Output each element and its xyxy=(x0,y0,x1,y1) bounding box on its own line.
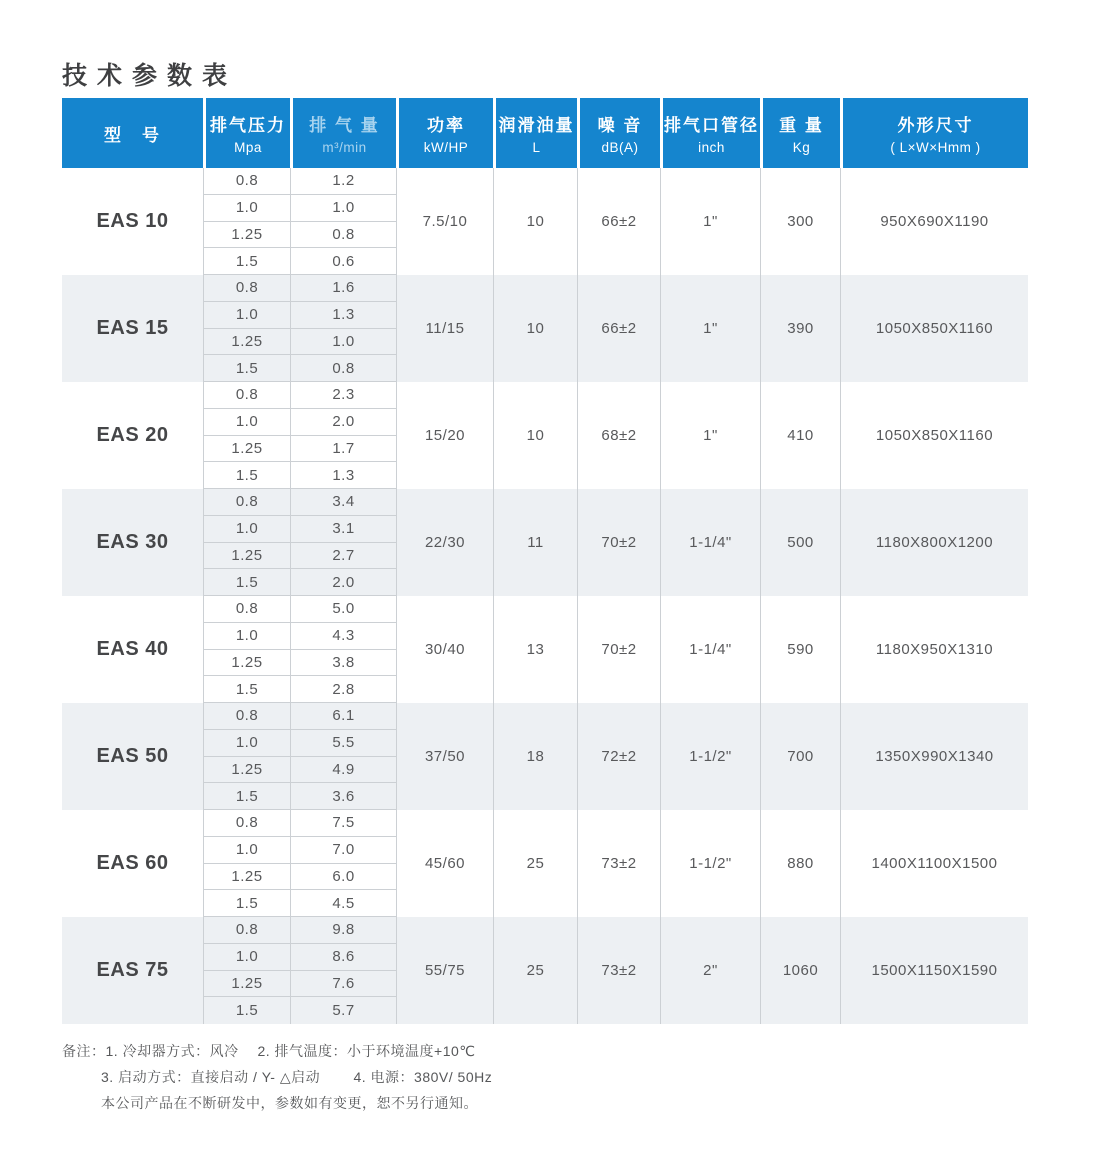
pressure-value: 1.5 xyxy=(204,676,290,703)
capacity-value: 4.5 xyxy=(291,890,396,917)
pressure-value: 1.25 xyxy=(204,971,290,998)
column-header-pipe xyxy=(660,98,760,168)
column-header-power xyxy=(396,98,493,168)
oil-cell: 25 xyxy=(493,810,577,917)
footnote-line xyxy=(62,1038,492,1064)
power-cell: 37/50 xyxy=(396,703,493,810)
oil-cell: 18 xyxy=(493,703,577,810)
weight-cell: 700 xyxy=(760,703,840,810)
capacity-value: 3.6 xyxy=(291,783,396,810)
pipe-cell: 1" xyxy=(660,275,760,382)
column-unit: Kg xyxy=(792,140,811,155)
capacity-subcolumn xyxy=(290,489,396,596)
column-title: 排气压力 xyxy=(210,116,286,135)
pressure-value: 1.5 xyxy=(204,462,290,489)
column-header-weight xyxy=(760,98,840,168)
pressure-value: 1.5 xyxy=(204,569,290,596)
capacity-value: 4.3 xyxy=(291,623,396,650)
noise-cell: 66±2 xyxy=(577,275,660,382)
capacity-value: 1.3 xyxy=(291,302,396,329)
spec-table xyxy=(62,98,1028,1024)
noise-cell: 73±2 xyxy=(577,810,660,917)
oil-cell: 25 xyxy=(493,917,577,1024)
pressure-subcolumn xyxy=(203,810,290,917)
pipe-cell: 1-1/2" xyxy=(660,810,760,917)
model-cell: EAS 30 xyxy=(96,531,169,553)
column-header-noise xyxy=(577,98,660,168)
pressure-value: 0.8 xyxy=(204,382,290,409)
pressure-value: 0.8 xyxy=(204,810,290,837)
model-cell: EAS 40 xyxy=(96,638,169,660)
footnote-line: 3. 启动方式：直接启动 / Y- △启动 4. 电源：380V/ 50Hz xyxy=(101,1069,493,1085)
pressure-value: 1.5 xyxy=(204,355,290,382)
model-cell: EAS 60 xyxy=(96,852,169,874)
capacity-subcolumn xyxy=(290,917,396,1024)
column-unit: inch xyxy=(698,140,725,155)
column-unit: L xyxy=(532,140,541,155)
pressure-value: 0.8 xyxy=(204,703,290,730)
capacity-subcolumn xyxy=(290,810,396,917)
noise-cell: 70±2 xyxy=(577,489,660,596)
pipe-cell: 1-1/2" xyxy=(660,703,760,810)
column-title: 型 号 xyxy=(104,125,161,145)
weight-cell: 410 xyxy=(760,382,840,489)
footnotes xyxy=(62,1038,492,1116)
capacity-value: 7.0 xyxy=(291,837,396,864)
model-cell: EAS 20 xyxy=(96,424,169,446)
pressure-value: 0.8 xyxy=(204,917,290,944)
pressure-value: 1.25 xyxy=(204,543,290,570)
capacity-value: 6.1 xyxy=(291,703,396,730)
column-header-model xyxy=(62,98,203,168)
footnote-label: 备注： xyxy=(62,1043,106,1059)
dimensions-cell: 1400X1100X1500 xyxy=(840,810,1028,917)
capacity-value: 1.3 xyxy=(291,462,396,489)
pressure-value: 1.0 xyxy=(204,516,290,543)
footnote-text: 1. 冷却器方式：风冷 2. 排气温度：小于环境温度+10℃ xyxy=(105,1043,476,1059)
pressure-subcolumn xyxy=(203,168,290,275)
capacity-value: 1.6 xyxy=(291,275,396,302)
capacity-value: 5.0 xyxy=(291,596,396,623)
column-title: 润滑油量 xyxy=(498,116,575,135)
pressure-value: 0.8 xyxy=(204,596,290,623)
pressure-value: 1.0 xyxy=(204,409,290,436)
pipe-cell: 2" xyxy=(660,917,760,1024)
column-title: 重 量 xyxy=(779,116,824,135)
column-unit: m³/min xyxy=(322,140,367,155)
pressure-value: 1.0 xyxy=(204,837,290,864)
table-row xyxy=(62,703,1028,810)
table-row xyxy=(62,810,1028,917)
pipe-cell: 1-1/4" xyxy=(660,596,760,703)
pressure-value: 1.5 xyxy=(204,248,290,275)
pressure-subcolumn xyxy=(203,275,290,382)
capacity-subcolumn xyxy=(290,703,396,810)
pressure-subcolumn xyxy=(203,382,290,489)
column-title: 排气口管径 xyxy=(664,116,759,135)
pressure-value: 0.8 xyxy=(204,489,290,516)
capacity-subcolumn xyxy=(290,168,396,275)
capacity-value: 4.9 xyxy=(291,757,396,784)
noise-cell: 68±2 xyxy=(577,382,660,489)
capacity-value: 9.8 xyxy=(291,917,396,944)
oil-cell: 13 xyxy=(493,596,577,703)
noise-cell: 70±2 xyxy=(577,596,660,703)
table-header-row xyxy=(62,98,1028,168)
power-cell: 22/30 xyxy=(396,489,493,596)
capacity-value: 6.0 xyxy=(291,864,396,891)
pipe-cell: 1-1/4" xyxy=(660,489,760,596)
capacity-value: 1.2 xyxy=(291,168,396,195)
weight-cell: 300 xyxy=(760,168,840,275)
weight-cell: 500 xyxy=(760,489,840,596)
dimensions-cell: 1180X950X1310 xyxy=(840,596,1028,703)
capacity-value: 1.7 xyxy=(291,436,396,463)
pressure-subcolumn xyxy=(203,489,290,596)
page-title: 技术参数表 xyxy=(62,62,238,90)
weight-cell: 1060 xyxy=(760,917,840,1024)
column-header-dimensions xyxy=(840,98,1028,168)
pressure-subcolumn xyxy=(203,596,290,703)
column-unit: ( L×W×Hmm ) xyxy=(890,140,981,155)
dimensions-cell: 1050X850X1160 xyxy=(840,275,1028,382)
capacity-value: 5.7 xyxy=(332,1002,355,1020)
capacity-value: 2.0 xyxy=(291,569,396,596)
table-row xyxy=(62,382,1028,489)
column-header-pressure xyxy=(203,98,290,168)
pressure-value: 0.8 xyxy=(204,168,290,195)
capacity-value: 0.6 xyxy=(291,248,396,275)
dimensions-cell: 950X690X1190 xyxy=(840,168,1028,275)
oil-cell: 11 xyxy=(493,489,577,596)
pressure-value: 1.0 xyxy=(204,302,290,329)
capacity-value: 3.4 xyxy=(291,489,396,516)
table-row xyxy=(62,168,1028,275)
dimensions-cell: 1500X1150X1590 xyxy=(840,917,1028,1024)
noise-cell: 72±2 xyxy=(577,703,660,810)
capacity-subcolumn xyxy=(290,382,396,489)
table-row xyxy=(62,917,1028,1024)
pressure-value: 1.5 xyxy=(204,783,290,810)
dimensions-cell: 1050X850X1160 xyxy=(840,382,1028,489)
power-cell: 7.5/10 xyxy=(396,168,493,275)
pressure-subcolumn xyxy=(203,917,290,1024)
column-header-capacity xyxy=(290,98,396,168)
power-cell: 11/15 xyxy=(396,275,493,382)
oil-cell: 10 xyxy=(493,168,577,275)
pressure-value: 1.25 xyxy=(204,650,290,677)
noise-cell: 73±2 xyxy=(577,917,660,1024)
oil-cell: 10 xyxy=(493,275,577,382)
weight-cell: 390 xyxy=(760,275,840,382)
pressure-value: 1.25 xyxy=(204,864,290,891)
pressure-value: 1.5 xyxy=(235,1002,259,1020)
pressure-value: 1.25 xyxy=(204,757,290,784)
capacity-value: 3.8 xyxy=(291,650,396,677)
pressure-value: 1.0 xyxy=(204,195,290,222)
pressure-value: 1.25 xyxy=(204,329,290,356)
power-cell: 55/75 xyxy=(396,917,493,1024)
capacity-value: 7.5 xyxy=(291,810,396,837)
dimensions-cell: 1180X800X1200 xyxy=(840,489,1028,596)
pressure-value: 0.8 xyxy=(204,275,290,302)
model-cell: EAS 50 xyxy=(96,745,169,767)
capacity-value: 2.7 xyxy=(291,543,396,570)
capacity-value: 2.3 xyxy=(291,382,396,409)
footnote-line: 本公司产品在不断研发中，参数如有变更，恕不另行通知。 xyxy=(101,1095,478,1111)
column-title: 外形尺寸 xyxy=(897,116,974,135)
capacity-value: 2.8 xyxy=(291,676,396,703)
column-header-oil xyxy=(493,98,577,168)
table-body xyxy=(62,168,1028,1024)
oil-cell: 10 xyxy=(493,382,577,489)
capacity-value: 3.1 xyxy=(291,516,396,543)
column-unit: Mpa xyxy=(234,140,262,155)
power-cell: 15/20 xyxy=(396,382,493,489)
capacity-value: 5.5 xyxy=(291,730,396,757)
capacity-value: 0.8 xyxy=(291,355,396,382)
column-title: 功率 xyxy=(427,116,465,135)
weight-cell: 590 xyxy=(760,596,840,703)
table-row xyxy=(62,275,1028,382)
pipe-cell: 1" xyxy=(660,168,760,275)
capacity-value: 7.6 xyxy=(291,971,396,998)
weight-cell: 880 xyxy=(760,810,840,917)
pressure-value: 1.25 xyxy=(204,222,290,249)
pipe-cell: 1" xyxy=(660,382,760,489)
capacity-value: 1.0 xyxy=(291,195,396,222)
capacity-subcolumn xyxy=(290,275,396,382)
model-cell: EAS 75 xyxy=(96,959,169,981)
capacity-value: 1.0 xyxy=(291,329,396,356)
pressure-value: 1.25 xyxy=(204,436,290,463)
table-row xyxy=(62,489,1028,596)
column-unit: kW/HP xyxy=(423,140,469,155)
capacity-subcolumn xyxy=(290,596,396,703)
model-cell: EAS 10 xyxy=(96,210,169,232)
pressure-value: 1.5 xyxy=(204,890,290,917)
pressure-value: 1.0 xyxy=(204,730,290,757)
column-unit: dB(A) xyxy=(601,140,639,155)
pressure-value: 1.0 xyxy=(204,623,290,650)
capacity-value: 2.0 xyxy=(291,409,396,436)
power-cell: 45/60 xyxy=(396,810,493,917)
noise-cell: 66±2 xyxy=(577,168,660,275)
dimensions-cell: 1350X990X1340 xyxy=(840,703,1028,810)
capacity-value: 8.6 xyxy=(291,944,396,971)
column-title: 排 气 量 xyxy=(309,116,380,135)
pressure-subcolumn xyxy=(203,703,290,810)
model-cell: EAS 15 xyxy=(96,317,169,339)
table-row xyxy=(62,596,1028,703)
pressure-value: 1.0 xyxy=(204,944,290,971)
power-cell: 30/40 xyxy=(396,596,493,703)
capacity-value: 0.8 xyxy=(291,222,396,249)
column-title: 噪 音 xyxy=(597,116,643,135)
